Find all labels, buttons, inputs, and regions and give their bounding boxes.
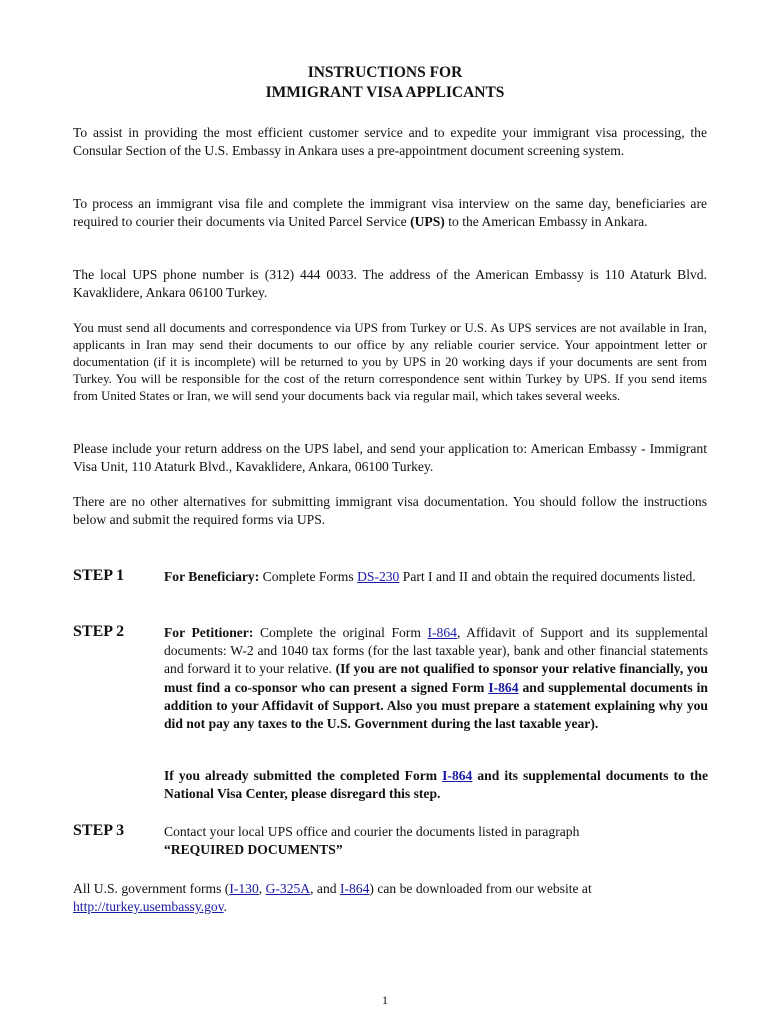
step-2-bold-a: (If you are not qualified to sponsor your relative financially, you must find a co-sponsor who can present a signed Form xyxy=(164,661,708,695)
downloads-text-a: All U.S. government forms ( xyxy=(73,881,230,896)
i-864-link-2[interactable]: I-864 xyxy=(488,679,519,695)
step-1-text-a: Complete Forms xyxy=(259,569,358,584)
step-3-label: STEP 3 xyxy=(73,822,125,839)
step-2-note-b: and its supplemental documents to the National Visa Center, please disregard this step. xyxy=(164,768,708,802)
courier-text-a: To process an immigrant visa file and complete the immigrant visa interview on the same day, beneficiaries are required to courier their documents via United Parcel Service xyxy=(73,196,707,230)
required-documents-bold: “REQUIRED DOCUMENTS” xyxy=(164,842,343,858)
step-1-text xyxy=(164,568,708,586)
alternatives-paragraph: There are no other alternatives for submitting immigrant visa documentation. You should follow the instructions below and submit the required forms via UPS. xyxy=(73,494,707,528)
ups-rules-paragraph: You must send all documents and correspondence via UPS from Turkey or U.S. As UPS services are not available in Iran, applicants in Iran may send their documents to our office by any reliable courier service. Your appointment letter or documentation (if it is incomplete) will be returned to you by UPS in 20 working days if your documents are sent from Turkey. You will be responsible for the cost of the return correspondence sent within Turkey by UPS. If you send items from United States or Iran, we will send your documents back via regular mail, which takes several weeks. xyxy=(73,321,707,403)
title-line-2: IMMIGRANT VISA APPLICANTS xyxy=(265,84,505,101)
step-2-label: STEP 2 xyxy=(73,623,125,640)
step-2-bold-b: and supplemental documents in addition to your Affidavit of Support. Also you must prepare a statement explaining why you did not pay any taxes to the U.S. Government during the last taxable year). xyxy=(164,679,708,732)
step-1-label: STEP 1 xyxy=(73,567,125,584)
downloads-paragraph xyxy=(73,880,707,916)
step-2-bold: For Petitioner: xyxy=(164,625,254,640)
step-2-text xyxy=(164,624,708,733)
step-2-note xyxy=(164,767,708,803)
step-1-text-b: Part I and II and obtain the required documents listed. xyxy=(399,569,696,584)
ups-bold: (UPS) xyxy=(410,214,445,230)
period: . xyxy=(223,899,228,915)
i-864-link-4[interactable]: I-864 xyxy=(339,881,370,896)
ups-address-paragraph: The local UPS phone number is (312) 444 0033. The address of the American Embassy is 110 Ataturk Blvd. Kavaklidere, Ankara 06100 Turkey. xyxy=(73,267,707,301)
courier-paragraph xyxy=(73,195,707,231)
g-325a-link[interactable]: G-325A xyxy=(265,881,311,896)
page-number: 1 xyxy=(382,993,388,1007)
separator: , and xyxy=(310,881,340,896)
return-address-paragraph: Please include your return address on the UPS label, and send your application to: American Embassy - Immigrant Visa Unit, 110 Ataturk Blvd., Kavaklidere, Ankara, 06100 Turkey. xyxy=(73,441,707,475)
embassy-website-link[interactable]: http://turkey.usembassy.gov xyxy=(73,899,224,915)
step-1-bold: For Beneficiary: xyxy=(164,569,260,584)
i-130-link[interactable]: I-130 xyxy=(229,881,259,896)
i-864-link-3[interactable]: I-864 xyxy=(442,768,473,783)
step-2-text-a: Complete the original Form xyxy=(253,625,428,640)
step-3-text-a: Contact your local UPS office and courier the documents listed in paragraph xyxy=(164,824,580,839)
downloads-text-b: ) can be downloaded from our website at xyxy=(369,881,592,896)
title-line-1: INSTRUCTIONS FOR xyxy=(307,64,463,81)
step-2-note-a: If you already submitted the completed Form xyxy=(164,768,443,783)
intro-paragraph: To assist in providing the most efficient customer service and to expedite your immigrant visa processing, the Consular Section of the U.S. Embassy in Ankara uses a pre-appointment document screening system. xyxy=(73,125,707,159)
courier-text-b: to the American Embassy in Ankara. xyxy=(444,214,648,230)
step-2-text-b: , Affidavit of Support and its supplemental documents: W-2 and 1040 tax forms (for the last taxable year), bank and other financial statements and forward it to your relative. xyxy=(164,625,709,677)
separator: , xyxy=(258,881,266,896)
ds-230-link[interactable]: DS-230 xyxy=(357,569,400,584)
i-864-link[interactable]: I-864 xyxy=(427,625,457,640)
page-title xyxy=(0,63,770,103)
step-3-text xyxy=(164,823,708,859)
